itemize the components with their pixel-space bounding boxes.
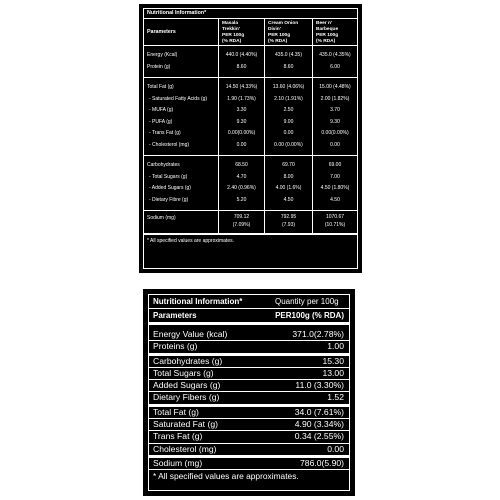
table-title: Nutritional Information* xyxy=(144,9,357,19)
cell-value: 69.70 xyxy=(282,162,295,168)
cell-value: 69.00 xyxy=(328,162,342,168)
column-header-beer-barbeque: Beer n' Barbeque PER 100g (% RDA) xyxy=(316,21,339,44)
cell-value: 0.00 xyxy=(330,141,340,148)
cell-value: 13.60 (4.06%) xyxy=(272,84,305,90)
column-header-cream-onion: Cream Onion Divin' PER 100g (% RDA) xyxy=(265,19,313,45)
cell-value: 1.90 (1.73%) xyxy=(227,95,256,102)
cell-value: 4.50 (1.80%) xyxy=(320,185,350,191)
table-title: Nutritional Information* xyxy=(153,297,243,306)
table-row: Added Sugars (g) 11.0 (3.30%) xyxy=(149,380,349,392)
table-row: Total Sugars (g) 13.00 xyxy=(149,368,349,380)
nutrition-panel-single xyxy=(143,289,355,496)
table-row: Trans Fat (g) 0.34 (2.55%) xyxy=(149,431,349,443)
cell-value: 4.00 (1.6%) xyxy=(275,185,302,191)
row-label: - Dietary Fibre (g) xyxy=(149,196,189,203)
row-label: - Saturated Fatty Acids (g) xyxy=(149,95,208,102)
parameters-header: Parameters xyxy=(153,311,197,320)
cell-value: 435.0 (4.35%) xyxy=(319,52,351,58)
row-label: - Cholesterol (mg) xyxy=(149,141,190,148)
cell-value: 3.70 xyxy=(330,107,340,113)
nutrition-table-bottom xyxy=(148,294,350,491)
cell-value: 0.00(0.00%) xyxy=(227,130,256,136)
nutrition-panel-multi-flavour xyxy=(139,4,362,273)
cell-value: 14.50 (4.33%) xyxy=(225,84,258,90)
table-row: Cholesterol (mg) 0.00 xyxy=(149,444,349,458)
cell-value: 8.60 xyxy=(236,63,247,70)
table-group-carbohydrates xyxy=(144,156,357,211)
table-row-sodium: Sodium (mg) 709.12 (7.09%) 792.95 (7.93) 1070.67 (10.71%) xyxy=(144,211,357,234)
table-row: Energy Value (kcal) 371.0(2.78%) xyxy=(149,329,349,341)
table-group-fat xyxy=(144,78,357,156)
column-header-row xyxy=(144,19,357,46)
cell-value: 440.0 (4.40%) xyxy=(225,52,258,58)
cell-value: 9.30 xyxy=(236,118,247,125)
row-label: - MUFA (g) xyxy=(149,107,174,113)
cell-value: 435.0 (4.35) xyxy=(275,52,302,58)
cell-value: 8.60 xyxy=(283,63,294,70)
cell-value: 0.00(0.00%) xyxy=(321,130,349,136)
table-row: Total Fat (g) 34.0 (7.61%) xyxy=(149,407,349,419)
table-row-sodium: Sodium (mg) 786.0(5.90) xyxy=(149,458,349,470)
cell-value: 8.00 xyxy=(283,173,294,180)
cell-value: 2.00 (1.82%) xyxy=(320,95,350,102)
cell-value: 2.40 (0.96%) xyxy=(227,185,256,191)
cell-value: 2.50 xyxy=(283,107,294,113)
cell-value: 9.00 xyxy=(283,118,294,125)
cell-value: 5.20 xyxy=(236,196,247,203)
row-label: Total Fat (g) xyxy=(147,84,174,90)
table-title-row xyxy=(149,295,349,309)
parameters-header: Parameters xyxy=(144,19,219,45)
row-label: - Added Sugars (g) xyxy=(149,185,191,191)
row-label: - PUFA (g) xyxy=(149,118,173,125)
cell-value: 7.00 xyxy=(330,173,340,180)
table-row: Dietary Fibers (g) 1.52 xyxy=(149,392,349,406)
cell-value: 2.10 (1.91%) xyxy=(274,95,303,102)
cell-value: 4.70 xyxy=(236,173,247,180)
row-label: Carbohydrates xyxy=(147,162,180,168)
column-header-masala: Masala Trekkin' PER 100g (% RDA) xyxy=(219,19,265,45)
cell-value: 0.00 xyxy=(283,130,294,136)
cell-value: 0.00 (0.00%) xyxy=(274,141,303,148)
cell-value: 15.00 (4.48%) xyxy=(319,84,351,90)
cell-value: 68.50 xyxy=(235,162,248,168)
column-header-row xyxy=(149,309,349,325)
per-header: PER100g (% RDA) xyxy=(275,311,344,320)
footnote: * All specified values are approximates. xyxy=(144,234,357,248)
row-label: Energy (Kcal) xyxy=(147,52,178,58)
row-label: - Trans Fat (g) xyxy=(149,130,181,136)
footnote: * All specified values are approximates. xyxy=(153,471,299,482)
table-group-energy xyxy=(144,46,357,78)
cell-value: 9.30 xyxy=(330,118,340,125)
quantity-label: Quantity per 100g xyxy=(275,297,339,306)
cell-value: 4.50 xyxy=(283,196,294,203)
table-row: Saturated Fat (g) 4.90 (3.34%) xyxy=(149,419,349,431)
row-label: - Total Sugars (g) xyxy=(149,173,188,180)
cell-value: 6.00 xyxy=(330,63,340,70)
row-label: Sodium (mg) xyxy=(147,215,176,221)
nutrition-table-top xyxy=(143,8,358,269)
row-label: Protein (g) xyxy=(147,63,171,70)
cell-value: 0.00 xyxy=(236,141,247,148)
table-row: Proteins (g) 1.00 xyxy=(149,341,349,355)
table-row: Carbohydrates (g) 15.30 xyxy=(149,356,349,368)
cell-value: 4.50 xyxy=(330,196,340,203)
cell-value: 3.30 xyxy=(236,107,247,113)
